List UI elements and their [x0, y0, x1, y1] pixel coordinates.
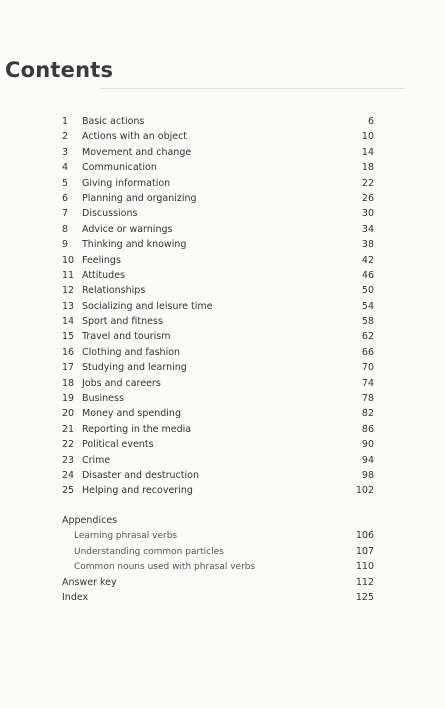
appendix-title: Understanding common particles: [74, 546, 224, 557]
unit-title: Basic actions: [82, 116, 145, 127]
unit-number: 25: [62, 485, 75, 497]
unit-number: 19: [62, 393, 75, 405]
toc-row[interactable]: [62, 393, 374, 408]
page-number: 98: [361, 469, 374, 481]
appendix-title: Common nouns used with phrasal verbs: [74, 562, 256, 573]
title-divider: [100, 88, 405, 89]
unit-number: 7: [62, 208, 69, 220]
page-number: 110: [355, 561, 374, 573]
page-number: 26: [361, 192, 374, 204]
unit-title: Jobs and careers: [82, 377, 161, 389]
unit-title: Studying and learning: [82, 362, 187, 374]
unit-title: Advice or warnings: [82, 223, 173, 235]
toc-row[interactable]: [62, 485, 374, 500]
unit-number: 1: [62, 116, 69, 127]
unit-title: Sport and fitness: [82, 316, 163, 328]
unit-number: 14: [62, 316, 75, 328]
unit-title: Crime: [82, 454, 111, 466]
unit-number: 24: [62, 469, 75, 481]
toc-row[interactable]: [62, 178, 374, 193]
appendix-row[interactable]: [62, 530, 374, 545]
page-number: 38: [361, 239, 374, 251]
page-number: 54: [361, 300, 374, 312]
page-number: 106: [355, 530, 374, 542]
toc-row[interactable]: [62, 331, 374, 346]
unit-title: Planning and organizing: [82, 192, 197, 204]
page-number: 78: [361, 393, 374, 405]
unit-number: 15: [62, 331, 75, 343]
unit-number: 9: [62, 239, 69, 251]
page-number: 107: [355, 545, 374, 557]
unit-title: Discussions: [82, 208, 138, 220]
page-number: 74: [361, 377, 374, 389]
page-number: 10: [361, 131, 374, 143]
toc-unit-list: [62, 116, 374, 501]
toc-row[interactable]: [62, 285, 374, 300]
appendix-row[interactable]: [62, 561, 374, 576]
toc-row[interactable]: [62, 162, 374, 177]
toc-row[interactable]: [62, 270, 374, 285]
page-number: 82: [361, 408, 374, 420]
page-number: 94: [361, 454, 374, 466]
page-number: 112: [355, 576, 374, 588]
unit-title: Giving information: [82, 177, 171, 189]
toc-row[interactable]: [62, 239, 374, 254]
page-number: 18: [361, 162, 374, 174]
toc-row[interactable]: [62, 455, 374, 470]
unit-title: Communication: [82, 162, 157, 174]
toc-row[interactable]: [62, 470, 374, 485]
appendix-title: Learning phrasal verbs: [74, 531, 178, 542]
toc-row[interactable]: [62, 424, 374, 439]
unit-number: 20: [62, 408, 75, 420]
toc-row[interactable]: [62, 255, 374, 270]
page-number: 30: [361, 208, 374, 220]
toc-row[interactable]: [62, 147, 374, 162]
answer-key-row[interactable]: [62, 577, 374, 592]
unit-title: Disaster and destruction: [82, 469, 199, 481]
toc-row[interactable]: [62, 224, 374, 239]
index-row[interactable]: [62, 592, 374, 607]
page-number: 14: [361, 146, 374, 158]
unit-title: Political events: [82, 439, 154, 451]
toc-row[interactable]: [62, 408, 374, 423]
toc-row[interactable]: [62, 193, 374, 208]
unit-number: 6: [62, 192, 69, 204]
unit-number: 22: [62, 439, 75, 451]
unit-title: Business: [82, 393, 124, 405]
unit-title: Relationships: [82, 285, 146, 297]
unit-number: 2: [62, 131, 69, 143]
unit-number: 17: [62, 362, 75, 374]
unit-title: Actions with an object: [82, 131, 188, 143]
toc-row[interactable]: [62, 316, 374, 331]
unit-title: Money and spending: [82, 408, 181, 420]
toc-row[interactable]: [62, 301, 374, 316]
appendix-row[interactable]: [62, 546, 374, 561]
page-number: 50: [361, 285, 374, 297]
page-number: 66: [361, 346, 374, 358]
page-number: 46: [361, 269, 374, 281]
unit-title: Travel and tourism: [82, 331, 171, 343]
toc-row[interactable]: [62, 208, 374, 223]
page-number: 90: [361, 439, 374, 451]
unit-title: Helping and recovering: [82, 485, 193, 497]
page-number: 62: [361, 331, 374, 343]
unit-number: 5: [62, 177, 69, 189]
toc-row[interactable]: [62, 131, 374, 146]
appendix-section: [62, 515, 374, 607]
page-number: 102: [355, 485, 374, 497]
unit-title: Reporting in the media: [82, 423, 192, 435]
toc-row[interactable]: [62, 378, 374, 393]
toc-row[interactable]: [62, 116, 374, 131]
unit-title: Movement and change: [82, 146, 192, 158]
page-number: 70: [361, 362, 374, 374]
toc-row[interactable]: [62, 439, 374, 454]
index-title: Index: [62, 591, 89, 603]
unit-number: 12: [62, 285, 75, 297]
page-number: 42: [361, 254, 374, 266]
unit-number: 23: [62, 454, 75, 466]
page-number: 86: [361, 423, 374, 435]
unit-number: 11: [62, 269, 75, 281]
unit-title: Thinking and knowing: [82, 239, 187, 251]
page-number: 6: [367, 116, 374, 127]
toc-row[interactable]: [62, 362, 374, 377]
unit-number: 4: [62, 162, 69, 174]
unit-title: Socializing and leisure time: [82, 300, 213, 312]
unit-number: 3: [62, 146, 69, 158]
page-number: 58: [361, 316, 374, 328]
page-title: Contents: [5, 58, 114, 82]
toc-row[interactable]: [62, 347, 374, 362]
unit-number: 13: [62, 300, 75, 312]
page-number: 125: [355, 591, 374, 603]
answer-key-title: Answer key: [62, 576, 117, 588]
appendices-heading: Appendices: [62, 515, 118, 526]
unit-number: 10: [62, 254, 75, 266]
unit-number: 18: [62, 377, 75, 389]
unit-title: Attitudes: [82, 269, 125, 281]
unit-title: Feelings: [82, 254, 121, 266]
page-number: 34: [361, 223, 374, 235]
unit-title: Clothing and fashion: [82, 346, 181, 358]
page-number: 22: [361, 177, 374, 189]
unit-number: 21: [62, 423, 75, 435]
unit-number: 16: [62, 346, 75, 358]
unit-number: 8: [62, 223, 69, 235]
